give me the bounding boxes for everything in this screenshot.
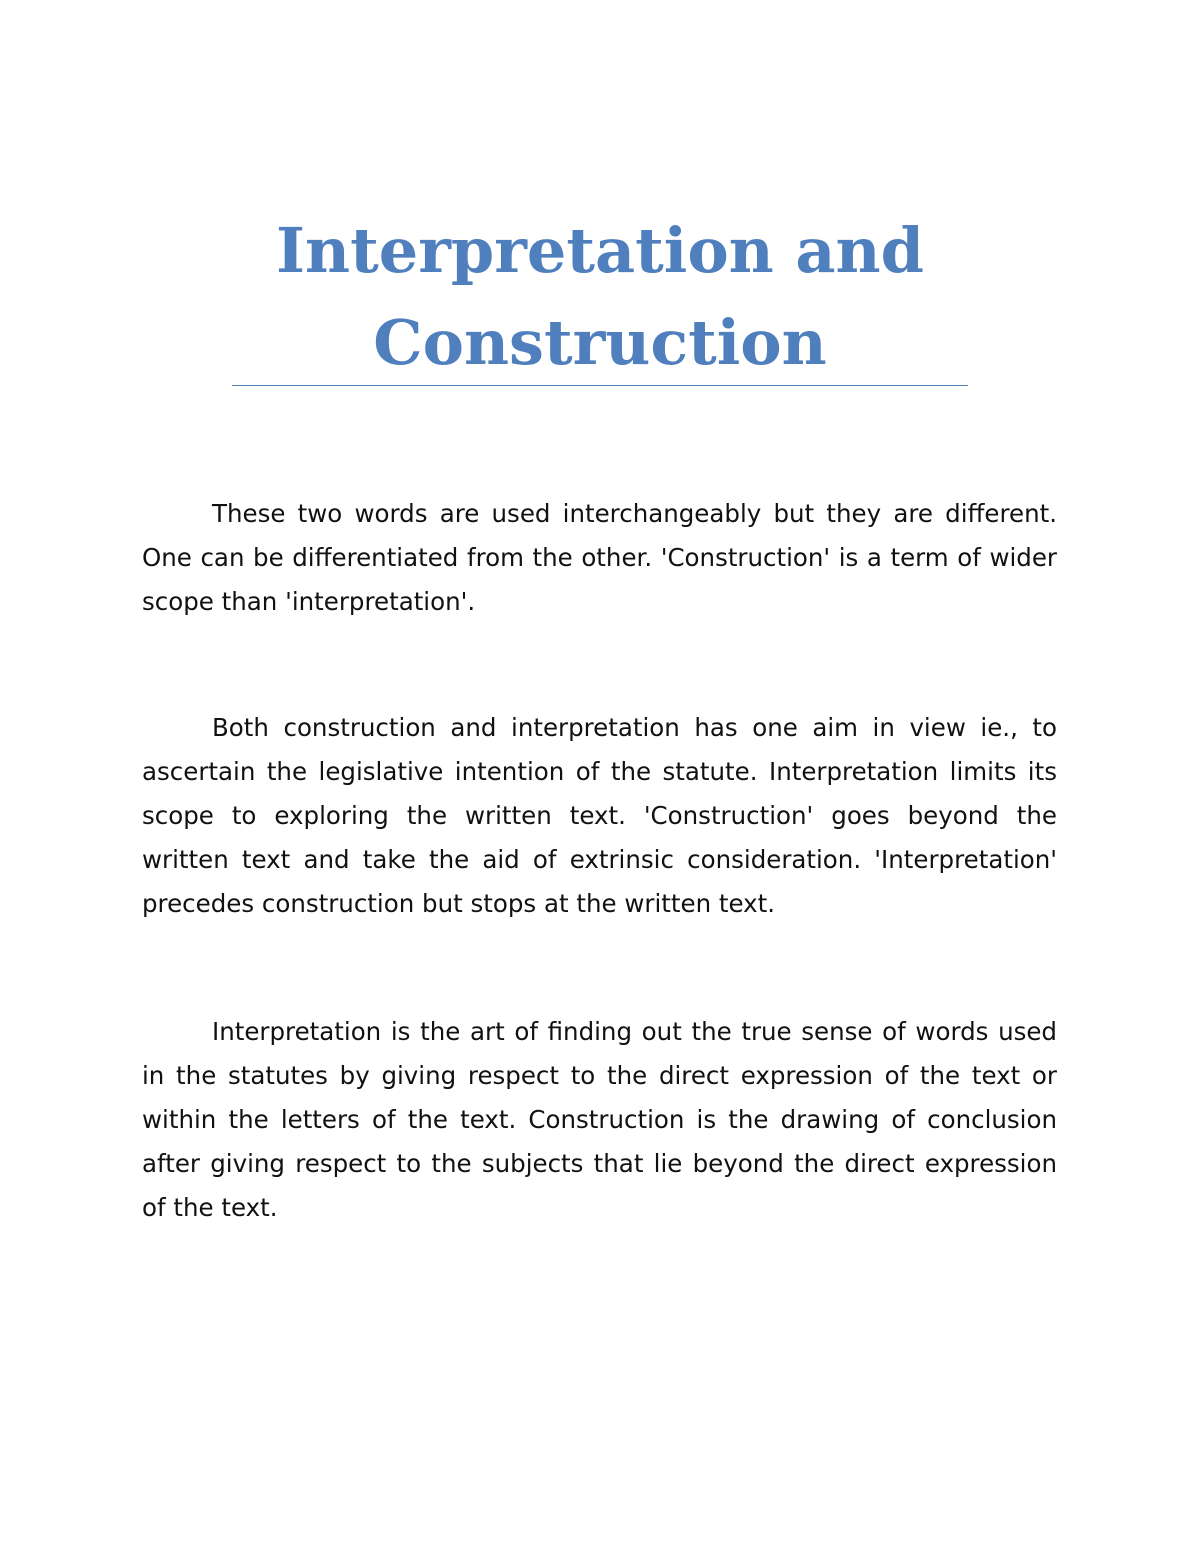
title-line-1: Interpretation and <box>276 214 924 287</box>
paragraph-3: Interpretation is the art of finding out the true sense of words used in the statutes by giving respect to the direct expression of the text or within the letters of the text. Construction is the drawing of conclusion after giving respect to the subjects that lie beyond the direct expression of the text. <box>142 1017 1057 1222</box>
title-divider <box>232 385 968 386</box>
page-title <box>232 205 968 389</box>
title-line-2: Construction <box>373 306 827 379</box>
paragraph-2: Both construction and interpretation has one aim in view ie., to ascertain the legislative intention of the statute. Interpretation limits its scope to exploring the written text. 'Construction' goes beyond the written text and take the aid of extrinsic consideration. 'Interpretation' precedes construction but stops at the written text. <box>142 713 1057 918</box>
paragraph-1: These two words are used interchangeably but they are different. One can be differentiated from the other. 'Construction' is a term of wider scope than 'interpretation'. <box>142 499 1057 616</box>
